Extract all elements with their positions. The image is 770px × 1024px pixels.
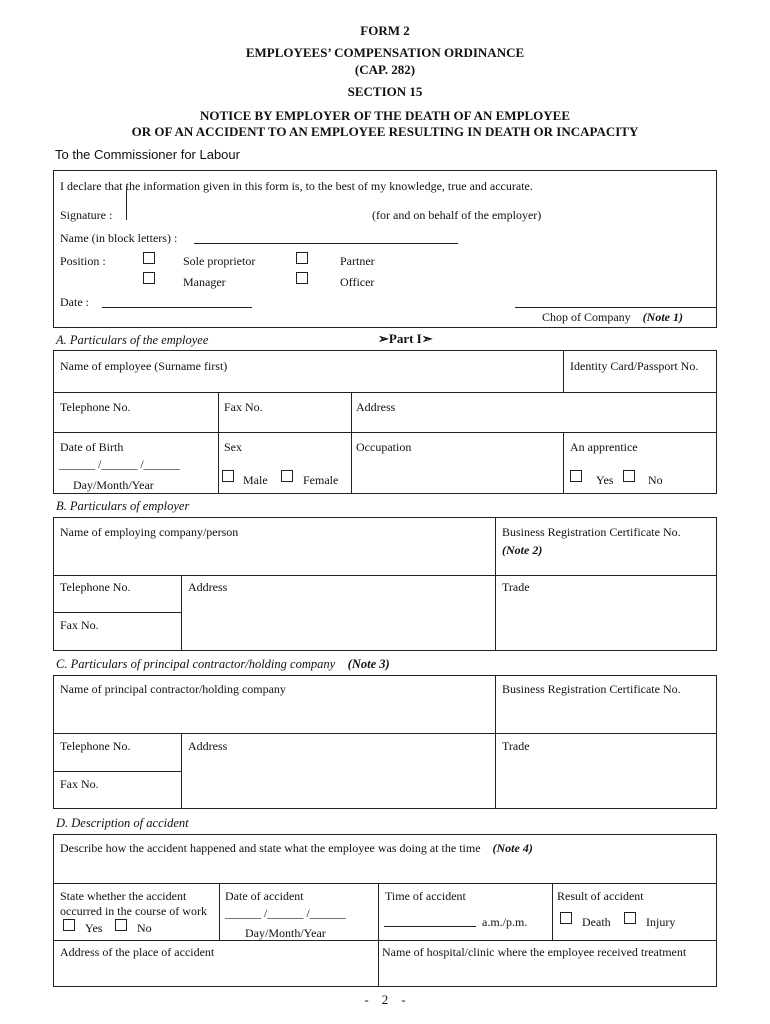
manager-checkbox[interactable] [143,272,155,284]
employer-brc-label: Business Registration Certificate No. [502,525,681,539]
contractor-address-label: Address [188,739,228,753]
apprentice-no-label: No [648,473,663,487]
accident-time-label: Time of accident [385,889,466,903]
male-checkbox[interactable] [222,470,234,482]
course-of-work-label-2: occurred in the course of work [60,904,207,918]
hospital-label: Name of hospital/clinic where the employee received treatment [382,945,687,959]
dob-format: Day/Month/Year [73,478,154,492]
employer-brc-note: (Note 2) [502,543,543,557]
date-label: Date : [60,295,89,309]
notice-title-line2: OR OF AN ACCIDENT TO AN EMPLOYEE RESULTING IN DEATH OR INCAPACITY [131,124,639,139]
contractor-trade-label: Trade [502,739,530,753]
contractor-telephone-label: Telephone No. [60,739,131,753]
apprentice-no-checkbox[interactable] [623,470,635,482]
date-field[interactable] [102,307,252,308]
employer-telephone-label: Telephone No. [60,580,131,594]
name-label: Name (in block letters) : [60,231,178,245]
manager-label: Manager [183,275,226,289]
chop-line [515,307,717,308]
injury-checkbox[interactable] [624,912,636,924]
part-heading: ➢Part I➣ [378,331,433,346]
accident-place-label: Address of the place of accident [60,945,215,959]
course-no-label: No [137,921,152,935]
sex-label: Sex [224,440,242,454]
accident-result-label: Result of accident [557,889,644,903]
notice-title-line1: NOTICE BY EMPLOYER OF THE DEATH OF AN EMPLOYEE [199,108,571,123]
dob-field[interactable]: ______ /______ /______ [59,457,180,471]
behalf-text: (for and on behalf of the employer) [372,208,542,222]
employee-name-label: Name of employee (Surname first) [60,359,228,373]
section-b-title: B. Particulars of employer [56,499,190,513]
accident-date-field[interactable]: ______ /______ /______ [225,906,346,920]
contractor-name-label: Name of principal contractor/holding company [60,682,286,696]
section-c-title: C. Particulars of principal contractor/holding company (Note 3) [56,657,390,671]
signature-label: Signature : [60,208,113,222]
sole-proprietor-label: Sole proprietor [183,254,256,268]
form-number: FORM 2 [360,23,410,38]
course-of-work-label-1: State whether the accident [60,889,187,903]
employee-id-label: Identity Card/Passport No. [570,359,699,373]
male-label: Male [243,473,268,487]
employee-address-label: Address [356,400,396,414]
course-yes-label: Yes [85,921,103,935]
declaration-text: I declare that the information given in this form is, to the best of my knowledge, true and accurate. [60,179,533,193]
accident-date-format: Day/Month/Year [245,926,326,940]
contractor-fax-label: Fax No. [60,777,99,791]
death-label: Death [582,915,611,929]
apprentice-label: An apprentice [570,440,638,454]
employer-trade-label: Trade [502,580,530,594]
sole-proprietor-checkbox[interactable] [143,252,155,264]
name-field[interactable] [194,243,458,244]
apprentice-yes-label: Yes [596,473,614,487]
section-number: SECTION 15 [347,84,423,99]
ordinance-title: EMPLOYEES’ COMPENSATION ORDINANCE [245,45,525,60]
signature-field[interactable] [126,186,127,220]
addressee: To the Commissioner for Labour [55,147,240,162]
female-checkbox[interactable] [281,470,293,482]
dob-label: Date of Birth [60,440,124,454]
position-label: Position : [60,254,106,268]
employee-fax-label: Fax No. [224,400,263,414]
occupation-label: Occupation [356,440,412,454]
accident-date-label: Date of accident [225,889,304,903]
chop-label: Chop of Company (Note 1) [542,310,683,324]
officer-label: Officer [340,275,375,289]
cap-number: (CAP. 282) [354,62,416,77]
course-yes-checkbox[interactable] [63,919,75,931]
section-a-title: A. Particulars of the employee [56,333,209,347]
accident-time-field[interactable] [384,926,476,927]
female-label: Female [303,473,339,487]
employee-telephone-label: Telephone No. [60,400,131,414]
accident-description-label: Describe how the accident happened and state what the employee was doing at the time (Note 4) [60,841,533,855]
section-d-title: D. Description of accident [56,816,189,830]
employer-fax-label: Fax No. [60,618,99,632]
employer-address-label: Address [188,580,228,594]
employer-name-label: Name of employing company/person [60,525,239,539]
ampm-label: a.m./p.m. [482,915,528,929]
contractor-brc-label: Business Registration Certificate No. [502,682,681,696]
death-checkbox[interactable] [560,912,572,924]
officer-checkbox[interactable] [296,272,308,284]
apprentice-yes-checkbox[interactable] [570,470,582,482]
page-number: - 2 - [364,992,406,1007]
injury-label: Injury [646,915,676,929]
partner-checkbox[interactable] [296,252,308,264]
partner-label: Partner [340,254,375,268]
course-no-checkbox[interactable] [115,919,127,931]
